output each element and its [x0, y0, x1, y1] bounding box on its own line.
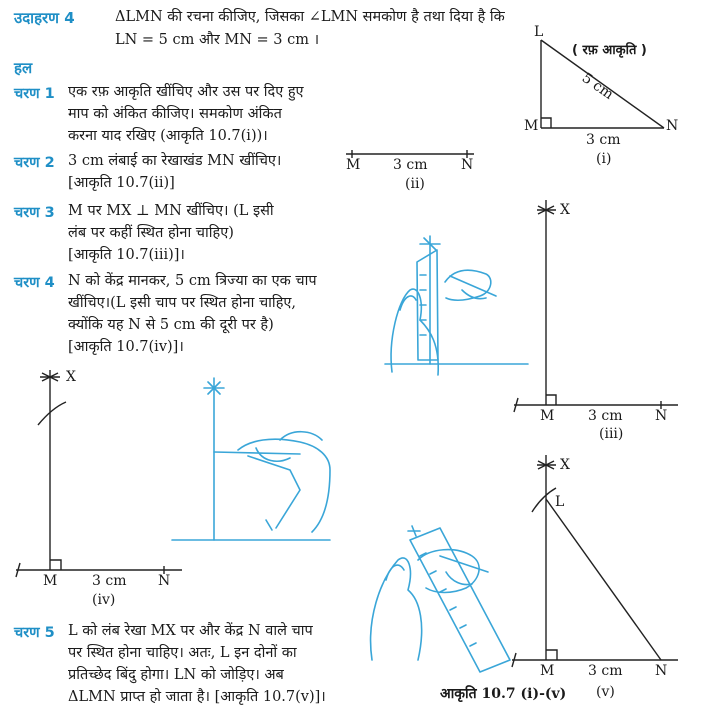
- sketch-hands-ruler: [371, 526, 510, 672]
- fig-ii-length: 3 cm: [393, 157, 428, 173]
- solution-label: हल: [14, 59, 33, 77]
- fig-iv-point-m: M: [43, 573, 58, 589]
- step-5-label: चरण 5: [14, 625, 55, 641]
- step-5-text: L को लंब रेखा MX पर और केंद्र N वाले चाप पर स्थित होना चाहिए। अतः, L इन दोनों का प्रतिच्छेद बिंदु होगा। LN को जोड़िए। अब ΔLMN प्राप्त हो जाता है। [आकृति 10.7(v)]।: [68, 623, 326, 705]
- fig-iii-point-n: N: [655, 408, 668, 424]
- step-1-label: चरण 1: [14, 86, 55, 102]
- sketch-hands-set-square: [385, 236, 528, 375]
- fig-iv-point-x: X: [66, 369, 76, 385]
- fig-v-length: 3 cm: [588, 663, 623, 679]
- fig-v-construction: [512, 455, 678, 667]
- step-3-label: चरण 3: [14, 205, 55, 221]
- fig-i-point-l: L: [534, 24, 544, 40]
- sketch-compass: [172, 378, 330, 540]
- step-4-text: N को केंद्र मानकर, 5 cm त्रिज्या का एक चाप खींचिए।(L इसी चाप पर स्थित होना चाहिए, क्योंकि यह N से 5 cm की दूरी पर है) [आकृति 10.7(iv)]।: [68, 273, 317, 355]
- fig-i-tag: (i): [596, 151, 612, 167]
- step-2-text: 3 cm लंबाई का रेखाखंड MN खींचिए। [आकृति 10.7(ii)]: [68, 153, 282, 191]
- fig-ii-point-n: N: [461, 157, 474, 173]
- fig-iii-construction: [514, 200, 678, 412]
- fig-iv-construction: [16, 370, 182, 577]
- fig-ii-tag: (ii): [405, 176, 425, 192]
- fig-iii-point-m: M: [540, 408, 555, 424]
- figure-caption: आकृति 10.7 (i)-(v): [440, 686, 567, 702]
- fig-i-rough-label: ( रफ़ आकृति ): [572, 43, 647, 58]
- fig-i-point-m: M: [524, 118, 539, 134]
- fig-ii-point-m: M: [346, 157, 361, 173]
- fig-i-length-5cm: 5 cm: [578, 70, 617, 103]
- fig-iv-point-n: N: [158, 573, 171, 589]
- fig-iii-tag: (iii): [599, 426, 624, 442]
- example-label: उदाहरण 4: [14, 9, 75, 27]
- fig-v-tag: (v): [596, 684, 615, 700]
- step-3-text: M पर MX ⊥ MN खींचिए। (L इसी लंब पर कहीं स्थित होना चाहिए) [आकृति 10.7(iii)]।: [68, 203, 274, 263]
- fig-v-point-x: X: [560, 457, 570, 473]
- fig-i-point-n: N: [666, 118, 679, 134]
- example-line-2: LN = 5 cm और MN = 3 cm ।: [115, 32, 320, 48]
- step-4-label: चरण 4: [14, 275, 55, 291]
- step-1-text: एक रफ़ आकृति खींचिए और उस पर दिए हुए माप को अंकित कीजिए। समकोण अंकित करना याद रखिए (आकृति 10.7(i))।: [68, 84, 304, 144]
- fig-v-point-m: M: [540, 663, 555, 679]
- example-line-1: ΔLMN की रचना कीजिए, जिसका ∠LMN समकोण है तथा दिया है कि: [115, 9, 505, 25]
- fig-v-point-l: L: [555, 494, 565, 510]
- fig-iii-length: 3 cm: [588, 408, 623, 424]
- fig-v-point-n: N: [655, 663, 668, 679]
- fig-i-length-3cm: 3 cm: [586, 132, 621, 148]
- step-2-label: चरण 2: [14, 155, 55, 171]
- fig-iv-tag: (iv): [92, 592, 116, 608]
- fig-iv-length: 3 cm: [92, 573, 127, 589]
- fig-iii-point-x: X: [560, 202, 570, 218]
